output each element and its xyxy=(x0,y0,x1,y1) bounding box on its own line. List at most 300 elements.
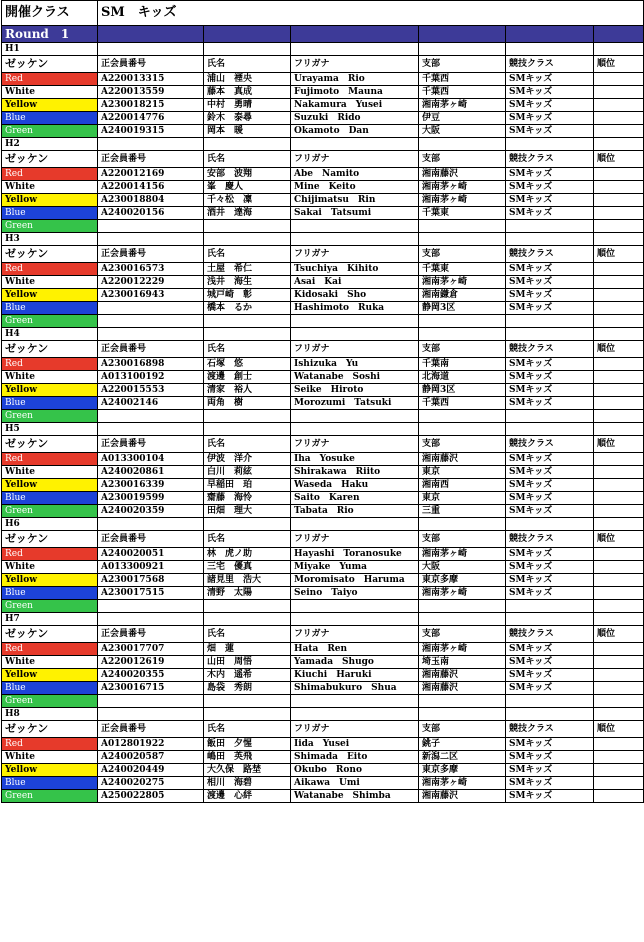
member-id-header: 正会員番号 xyxy=(98,436,204,453)
furigana-header: フリガナ xyxy=(291,626,419,643)
rider-rank xyxy=(594,682,644,695)
bib-color-yellow: Yellow xyxy=(2,669,98,682)
rider-rank xyxy=(594,790,644,803)
rider-name: 白川 莉絃 xyxy=(204,466,291,479)
rider-name: 相川 海碧 xyxy=(204,777,291,790)
rider-name: 飯田 夕惺 xyxy=(204,738,291,751)
rider-furigana: Mine Keito xyxy=(291,181,419,194)
rider-branch: 東京多摩 xyxy=(419,574,506,587)
branch-header: 支部 xyxy=(419,246,506,263)
bib-color-blue: Blue xyxy=(2,112,98,125)
rider-class xyxy=(506,600,594,613)
member-id xyxy=(98,600,204,613)
rider-rank xyxy=(594,276,644,289)
rank-header: 順位 xyxy=(594,151,644,168)
member-id: A013300104 xyxy=(98,453,204,466)
rider-row xyxy=(2,505,644,518)
member-id: A220013315 xyxy=(98,73,204,86)
rider-row xyxy=(2,790,644,803)
class-row xyxy=(2,1,644,26)
rider-branch: 東京 xyxy=(419,492,506,505)
rider-branch: 湘南藤沢 xyxy=(419,682,506,695)
rider-furigana: Kiuchi Haruki xyxy=(291,669,419,682)
rider-rank xyxy=(594,695,644,708)
rider-furigana: Hashimoto Ruka xyxy=(291,302,419,315)
bib-color-red: Red xyxy=(2,73,98,86)
rider-row xyxy=(2,669,644,682)
rider-rank xyxy=(594,125,644,138)
name-header: 氏名 xyxy=(204,531,291,548)
column-header-row xyxy=(2,626,644,643)
bib-color-yellow: Yellow xyxy=(2,479,98,492)
bib-header: ゼッケン xyxy=(2,721,98,738)
rider-branch: 銚子 xyxy=(419,738,506,751)
rider-name: 橋本 るか xyxy=(204,302,291,315)
rider-rank xyxy=(594,220,644,233)
rider-class: SMキッズ xyxy=(506,112,594,125)
branch-header: 支部 xyxy=(419,531,506,548)
bib-header: ゼッケン xyxy=(2,151,98,168)
member-id: A230017515 xyxy=(98,587,204,600)
member-id: A230017707 xyxy=(98,643,204,656)
heat-label: H2 xyxy=(2,138,98,151)
rider-branch: 千葉東 xyxy=(419,207,506,220)
heat-label: H4 xyxy=(2,328,98,341)
bib-header: ゼッケン xyxy=(2,531,98,548)
name-header: 氏名 xyxy=(204,246,291,263)
rider-row xyxy=(2,358,644,371)
rider-rank xyxy=(594,764,644,777)
bib-color-blue: Blue xyxy=(2,682,98,695)
member-id xyxy=(98,410,204,423)
rider-rank xyxy=(594,73,644,86)
member-id-header: 正会員番号 xyxy=(98,151,204,168)
rider-class: SMキッズ xyxy=(506,263,594,276)
rider-class: SMキッズ xyxy=(506,682,594,695)
bib-color-white: White xyxy=(2,371,98,384)
rider-branch: 湘南茅ヶ崎 xyxy=(419,643,506,656)
rider-furigana: Kidosaki Sho xyxy=(291,289,419,302)
heat-label: H7 xyxy=(2,613,98,626)
rider-name: 酒井 達海 xyxy=(204,207,291,220)
rider-furigana: Nakamura Yusei xyxy=(291,99,419,112)
rider-row xyxy=(2,276,644,289)
member-id: A230016943 xyxy=(98,289,204,302)
rider-furigana: Miyake Yuma xyxy=(291,561,419,574)
rider-branch: 湘南藤沢 xyxy=(419,790,506,803)
bib-color-green: Green xyxy=(2,315,98,328)
rider-furigana: Chijimatsu Rin xyxy=(291,194,419,207)
branch-header: 支部 xyxy=(419,341,506,358)
bib-color-red: Red xyxy=(2,453,98,466)
rider-row xyxy=(2,738,644,751)
rider-branch: 湘南鎌倉 xyxy=(419,289,506,302)
rider-branch: 湘南茅ヶ崎 xyxy=(419,276,506,289)
bib-color-red: Red xyxy=(2,263,98,276)
heat-label: H3 xyxy=(2,233,98,246)
member-id xyxy=(98,220,204,233)
furigana-header: フリガナ xyxy=(291,246,419,263)
rider-name: 齋藤 海怜 xyxy=(204,492,291,505)
rider-row xyxy=(2,643,644,656)
member-id: A230016573 xyxy=(98,263,204,276)
rider-branch: 三重 xyxy=(419,505,506,518)
rider-name: 木内 遥希 xyxy=(204,669,291,682)
rank-header: 順位 xyxy=(594,531,644,548)
rank-header: 順位 xyxy=(594,436,644,453)
rider-rank xyxy=(594,302,644,315)
bib-color-blue: Blue xyxy=(2,397,98,410)
rider-class: SMキッズ xyxy=(506,574,594,587)
rider-row xyxy=(2,73,644,86)
rider-row xyxy=(2,587,644,600)
column-header-row xyxy=(2,246,644,263)
rider-furigana: Yamada Shugo xyxy=(291,656,419,669)
member-id: A240020359 xyxy=(98,505,204,518)
furigana-header: フリガナ xyxy=(291,436,419,453)
rider-row xyxy=(2,99,644,112)
rider-class: SMキッズ xyxy=(506,289,594,302)
rider-row xyxy=(2,194,644,207)
rider-branch xyxy=(419,600,506,613)
rider-branch: 湘南藤沢 xyxy=(419,453,506,466)
rider-branch: 千葉西 xyxy=(419,73,506,86)
rider-row xyxy=(2,168,644,181)
rider-name: 畑 蓮 xyxy=(204,643,291,656)
rider-branch xyxy=(419,695,506,708)
rider-furigana: Seike Hiroto xyxy=(291,384,419,397)
heat-sheet-table xyxy=(1,0,644,803)
bib-color-green: Green xyxy=(2,220,98,233)
bib-header: ゼッケン xyxy=(2,341,98,358)
furigana-header: フリガナ xyxy=(291,56,419,73)
rider-row xyxy=(2,263,644,276)
rank-header: 順位 xyxy=(594,626,644,643)
rider-class: SMキッズ xyxy=(506,587,594,600)
rider-name: 土屋 希仁 xyxy=(204,263,291,276)
rider-rank xyxy=(594,86,644,99)
rider-furigana: Hayashi Toranosuke xyxy=(291,548,419,561)
rider-class: SMキッズ xyxy=(506,194,594,207)
furigana-header: フリガナ xyxy=(291,531,419,548)
member-id-header: 正会員番号 xyxy=(98,246,204,263)
member-id: A240020587 xyxy=(98,751,204,764)
rider-rank xyxy=(594,181,644,194)
rider-name: 清野 太陽 xyxy=(204,587,291,600)
bib-color-green: Green xyxy=(2,505,98,518)
bib-color-red: Red xyxy=(2,168,98,181)
rider-branch: 湘南西 xyxy=(419,479,506,492)
rider-furigana: Shimabukuro Shua xyxy=(291,682,419,695)
bib-color-blue: Blue xyxy=(2,492,98,505)
rider-branch: 湘南茅ヶ崎 xyxy=(419,181,506,194)
rider-name: 島袋 秀朗 xyxy=(204,682,291,695)
member-id-header: 正会員番号 xyxy=(98,341,204,358)
rider-class: SMキッズ xyxy=(506,125,594,138)
rider-furigana: Waseda Haku xyxy=(291,479,419,492)
rider-class: SMキッズ xyxy=(506,479,594,492)
rider-branch: 千葉西 xyxy=(419,86,506,99)
member-id: A220012619 xyxy=(98,656,204,669)
rider-branch: 東京多摩 xyxy=(419,764,506,777)
rider-rank xyxy=(594,168,644,181)
rider-furigana: Urayama Rio xyxy=(291,73,419,86)
rider-row xyxy=(2,574,644,587)
rider-furigana: Okamoto Dan xyxy=(291,125,419,138)
rider-branch: 湘南茅ヶ崎 xyxy=(419,777,506,790)
rider-branch xyxy=(419,410,506,423)
heat-label-row xyxy=(2,233,644,246)
member-id: A230016715 xyxy=(98,682,204,695)
rider-furigana: Tsuchiya Kihito xyxy=(291,263,419,276)
rider-rank xyxy=(594,492,644,505)
member-id: A012801922 xyxy=(98,738,204,751)
rider-rank xyxy=(594,738,644,751)
member-id-header: 正会員番号 xyxy=(98,626,204,643)
rider-rank xyxy=(594,315,644,328)
bib-color-green: Green xyxy=(2,410,98,423)
name-header: 氏名 xyxy=(204,341,291,358)
heat-label-row xyxy=(2,708,644,721)
member-id: A230016339 xyxy=(98,479,204,492)
furigana-header: フリガナ xyxy=(291,721,419,738)
rider-branch: 静岡3区 xyxy=(419,384,506,397)
rider-branch: 湘南茅ヶ崎 xyxy=(419,587,506,600)
rider-branch: 湘南茅ヶ崎 xyxy=(419,99,506,112)
bib-color-yellow: Yellow xyxy=(2,194,98,207)
rider-rank xyxy=(594,574,644,587)
rider-furigana: Saito Karen xyxy=(291,492,419,505)
member-id: A240020449 xyxy=(98,764,204,777)
member-id: A240020355 xyxy=(98,669,204,682)
name-header: 氏名 xyxy=(204,626,291,643)
rider-class: SMキッズ xyxy=(506,358,594,371)
rider-furigana: Suzuki Rido xyxy=(291,112,419,125)
member-id xyxy=(98,315,204,328)
rider-name: 諸見里 浩大 xyxy=(204,574,291,587)
rider-class: SMキッズ xyxy=(506,738,594,751)
member-id: A240020156 xyxy=(98,207,204,220)
column-header-row xyxy=(2,151,644,168)
rider-class: SMキッズ xyxy=(506,276,594,289)
bib-color-white: White xyxy=(2,86,98,99)
rider-name xyxy=(204,315,291,328)
bib-color-blue: Blue xyxy=(2,777,98,790)
rider-branch: 湘南藤沢 xyxy=(419,168,506,181)
rider-branch: 千葉東 xyxy=(419,263,506,276)
rider-name xyxy=(204,220,291,233)
rider-class: SMキッズ xyxy=(506,302,594,315)
member-id: A220014156 xyxy=(98,181,204,194)
column-header-row xyxy=(2,341,644,358)
bib-color-red: Red xyxy=(2,358,98,371)
bib-color-green: Green xyxy=(2,790,98,803)
heat-label: H8 xyxy=(2,708,98,721)
bib-color-yellow: Yellow xyxy=(2,289,98,302)
rider-class: SMキッズ xyxy=(506,548,594,561)
bib-header: ゼッケン xyxy=(2,436,98,453)
rider-rank xyxy=(594,371,644,384)
rider-class: SMキッズ xyxy=(506,99,594,112)
rider-rank xyxy=(594,777,644,790)
rider-branch: 大阪 xyxy=(419,561,506,574)
branch-header: 支部 xyxy=(419,151,506,168)
rider-furigana: Watanabe Soshi xyxy=(291,371,419,384)
rider-furigana xyxy=(291,410,419,423)
rider-row xyxy=(2,656,644,669)
rider-name: 大久保 路埜 xyxy=(204,764,291,777)
bib-color-white: White xyxy=(2,751,98,764)
name-header: 氏名 xyxy=(204,56,291,73)
rider-row xyxy=(2,220,644,233)
rider-name: 早稲田 珀 xyxy=(204,479,291,492)
bib-color-white: White xyxy=(2,466,98,479)
class-header: 競技クラス xyxy=(506,531,594,548)
rider-branch xyxy=(419,220,506,233)
rider-furigana xyxy=(291,220,419,233)
heat-label-row xyxy=(2,328,644,341)
rider-name: 清家 裕人 xyxy=(204,384,291,397)
rider-row xyxy=(2,181,644,194)
rider-furigana: Tabata Rio xyxy=(291,505,419,518)
rider-name xyxy=(204,410,291,423)
member-id: A230018215 xyxy=(98,99,204,112)
rider-rank xyxy=(594,669,644,682)
member-id xyxy=(98,302,204,315)
rider-furigana: Ishizuka Yu xyxy=(291,358,419,371)
bib-color-red: Red xyxy=(2,738,98,751)
rider-furigana: Okubo Rono xyxy=(291,764,419,777)
rider-furigana: Abe Namito xyxy=(291,168,419,181)
rider-rank xyxy=(594,207,644,220)
member-id: A240020051 xyxy=(98,548,204,561)
rider-row xyxy=(2,600,644,613)
member-id: A220013559 xyxy=(98,86,204,99)
column-header-row xyxy=(2,721,644,738)
rider-row xyxy=(2,777,644,790)
bib-color-white: White xyxy=(2,561,98,574)
rider-class: SMキッズ xyxy=(506,669,594,682)
bib-color-white: White xyxy=(2,276,98,289)
rider-name: 峯 慶人 xyxy=(204,181,291,194)
rider-class: SMキッズ xyxy=(506,492,594,505)
bib-header: ゼッケン xyxy=(2,626,98,643)
heat-label-row xyxy=(2,43,644,56)
rider-row xyxy=(2,453,644,466)
bib-color-yellow: Yellow xyxy=(2,764,98,777)
rider-class: SMキッズ xyxy=(506,207,594,220)
rider-furigana: Iha Yosuke xyxy=(291,453,419,466)
furigana-header: フリガナ xyxy=(291,341,419,358)
member-id: A220012169 xyxy=(98,168,204,181)
rider-row xyxy=(2,125,644,138)
rider-furigana: Asai Kai xyxy=(291,276,419,289)
rider-branch: 伊豆 xyxy=(419,112,506,125)
rider-name: 田畑 理大 xyxy=(204,505,291,518)
bib-header: ゼッケン xyxy=(2,56,98,73)
rider-name: 山田 周悟 xyxy=(204,656,291,669)
branch-header: 支部 xyxy=(419,721,506,738)
heat-label-row xyxy=(2,423,644,436)
class-value: SM キッズ xyxy=(98,1,644,26)
rider-class: SMキッズ xyxy=(506,371,594,384)
name-header: 氏名 xyxy=(204,721,291,738)
column-header-row xyxy=(2,531,644,548)
heat-label-row xyxy=(2,138,644,151)
member-id: A240020861 xyxy=(98,466,204,479)
rider-furigana: Moromisato Haruma xyxy=(291,574,419,587)
bib-color-red: Red xyxy=(2,548,98,561)
rider-name: 藤本 真成 xyxy=(204,86,291,99)
rider-class: SMキッズ xyxy=(506,73,594,86)
rider-branch: 東京 xyxy=(419,466,506,479)
rider-row xyxy=(2,492,644,505)
rider-rank xyxy=(594,466,644,479)
bib-color-blue: Blue xyxy=(2,207,98,220)
rider-class: SMキッズ xyxy=(506,777,594,790)
rider-name: 嶋田 英飛 xyxy=(204,751,291,764)
rider-rank xyxy=(594,99,644,112)
member-id: A220014776 xyxy=(98,112,204,125)
rider-row xyxy=(2,479,644,492)
rider-name: 中村 勇晴 xyxy=(204,99,291,112)
heat-label: H6 xyxy=(2,518,98,531)
furigana-header: フリガナ xyxy=(291,151,419,168)
rider-row xyxy=(2,207,644,220)
rider-name: 伊波 洋介 xyxy=(204,453,291,466)
rider-furigana: Fujimoto Mauna xyxy=(291,86,419,99)
round-row xyxy=(2,26,644,43)
rider-row xyxy=(2,751,644,764)
bib-color-blue: Blue xyxy=(2,587,98,600)
rider-class: SMキッズ xyxy=(506,790,594,803)
rider-rank xyxy=(594,643,644,656)
rank-header: 順位 xyxy=(594,56,644,73)
name-header: 氏名 xyxy=(204,151,291,168)
bib-color-white: White xyxy=(2,656,98,669)
bib-color-yellow: Yellow xyxy=(2,384,98,397)
member-id: A230019599 xyxy=(98,492,204,505)
rider-name: 三宅 優真 xyxy=(204,561,291,574)
rider-row xyxy=(2,695,644,708)
rider-rank xyxy=(594,505,644,518)
rider-branch: 湘南茅ヶ崎 xyxy=(419,548,506,561)
rank-header: 順位 xyxy=(594,341,644,358)
rider-furigana xyxy=(291,695,419,708)
rider-rank xyxy=(594,479,644,492)
rider-rank xyxy=(594,548,644,561)
rider-row xyxy=(2,548,644,561)
rider-rank xyxy=(594,561,644,574)
rider-name: 石塚 悠 xyxy=(204,358,291,371)
rider-branch: 埼玉南 xyxy=(419,656,506,669)
rider-class: SMキッズ xyxy=(506,505,594,518)
rider-class: SMキッズ xyxy=(506,466,594,479)
rider-row xyxy=(2,682,644,695)
rider-rank xyxy=(594,263,644,276)
bib-color-yellow: Yellow xyxy=(2,99,98,112)
rider-branch xyxy=(419,315,506,328)
rank-header: 順位 xyxy=(594,246,644,263)
rider-name: 渡邊 創士 xyxy=(204,371,291,384)
rider-rank xyxy=(594,656,644,669)
rider-branch: 千葉南 xyxy=(419,358,506,371)
rider-class xyxy=(506,695,594,708)
rider-furigana: Shirakawa Riito xyxy=(291,466,419,479)
member-id: A013300921 xyxy=(98,561,204,574)
rider-class xyxy=(506,220,594,233)
rider-furigana xyxy=(291,600,419,613)
